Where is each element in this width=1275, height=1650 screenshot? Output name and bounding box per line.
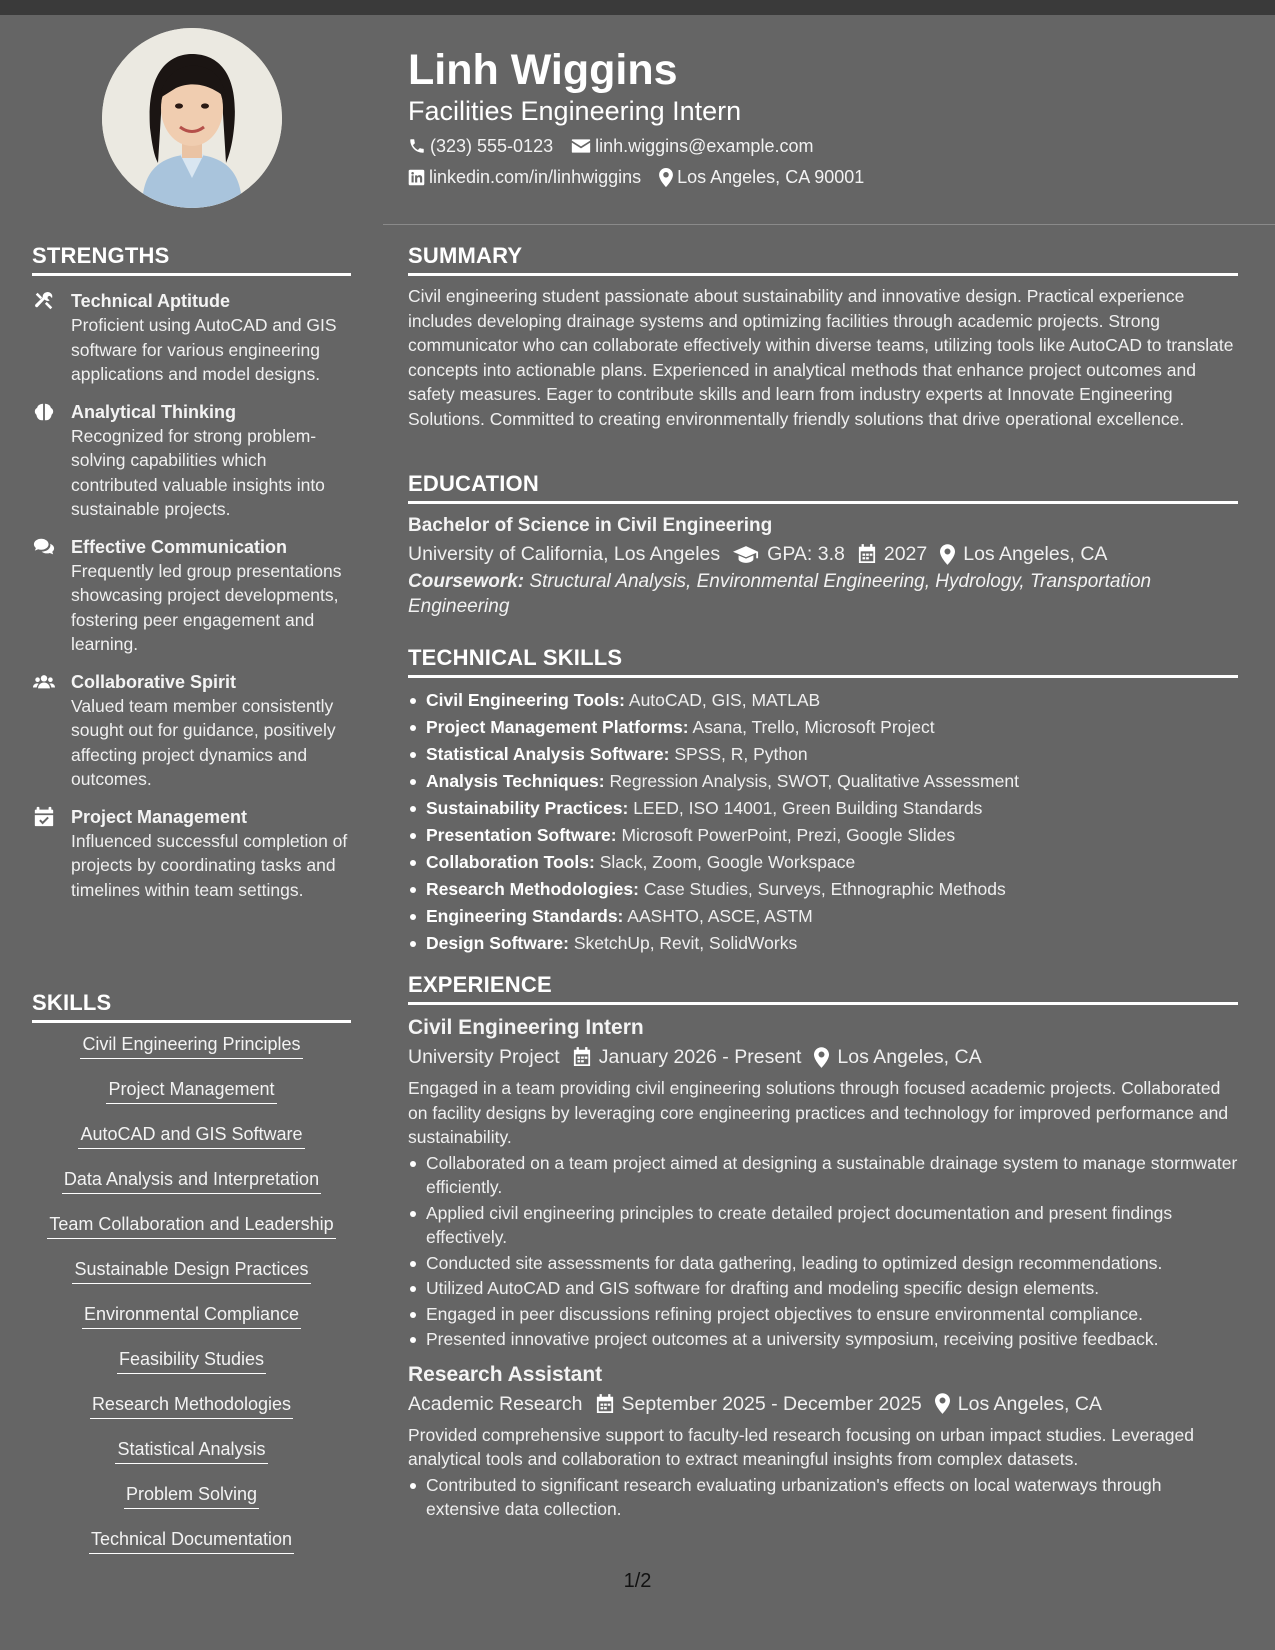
chat-icon bbox=[33, 536, 55, 558]
strength-desc: Frequently led group presentations showcasing project developments, fostering peer engagement and learning. bbox=[71, 560, 342, 654]
skill-value: Case Studies, Surveys, Ethnographic Methods bbox=[643, 879, 1006, 899]
education-location-text: Los Angeles, CA bbox=[963, 543, 1108, 565]
map-pin-icon bbox=[935, 1393, 950, 1414]
school-name: University of California, Los Angeles bbox=[408, 543, 721, 565]
skill-tag: Environmental Compliance bbox=[82, 1303, 301, 1329]
email-text: linh.wiggins@example.com bbox=[595, 136, 814, 156]
job-title: Civil Engineering Intern bbox=[408, 1016, 644, 1039]
job-description: Provided comprehensive support to faculty-led research focusing on urban impact studies. Leveraged analytical tools and collaboration to extract meaningful insights from complex datasets. bbox=[408, 1424, 1194, 1469]
job-entry bbox=[408, 1014, 1238, 1352]
coursework bbox=[408, 570, 1238, 619]
skill-tag: Team Collaboration and Leadership bbox=[47, 1213, 335, 1239]
job-title: Research Assistant bbox=[408, 1362, 603, 1386]
job-org: Academic Research bbox=[408, 1392, 583, 1415]
skill-tag: Problem Solving bbox=[124, 1483, 259, 1509]
skill-tag: Civil Engineering Principles bbox=[80, 1033, 302, 1059]
year-item bbox=[858, 539, 927, 569]
map-pin-icon bbox=[659, 168, 673, 187]
strength-desc: Recognized for strong problem-solving capabilities which contributed valuable insights into sustainable projects. bbox=[71, 425, 325, 519]
education-meta bbox=[408, 539, 1238, 569]
list-item: Applied civil engineering principles to create detailed project documentation and present findings effectively. bbox=[408, 1201, 1238, 1250]
candidate-name: Linh Wiggins bbox=[408, 46, 678, 94]
job-entry bbox=[408, 1361, 1238, 1522]
gpa-item bbox=[733, 539, 845, 569]
job-location-text: Los Angeles, CA bbox=[837, 1046, 982, 1068]
phone-icon bbox=[408, 137, 426, 155]
contact-row-1 bbox=[408, 134, 831, 158]
location-contact bbox=[659, 165, 864, 189]
skill-label: Analysis Techniques: bbox=[426, 771, 605, 791]
gpa-text: GPA: 3.8 bbox=[767, 543, 845, 565]
skill-label: Civil Engineering Tools: bbox=[426, 690, 625, 710]
year-text: 2027 bbox=[883, 543, 928, 565]
linkedin-text: linkedin.com/in/linhwiggins bbox=[429, 167, 642, 187]
list-item bbox=[408, 822, 1238, 849]
job-meta bbox=[408, 1389, 1238, 1419]
candidate-role: Facilities Engineering Intern bbox=[408, 96, 742, 126]
skill-tag: Technical Documentation bbox=[89, 1528, 294, 1554]
experience-heading: EXPERIENCE bbox=[408, 972, 1238, 1005]
skill-value: SPSS, R, Python bbox=[674, 744, 808, 764]
list-item: Engaged in peer discussions refining project objectives to ensure environmental compliance. bbox=[408, 1302, 1238, 1327]
experience-section bbox=[408, 972, 1238, 1522]
coursework-label: Coursework: bbox=[408, 571, 525, 592]
skill-label: Collaboration Tools: bbox=[426, 852, 595, 872]
summary-heading: SUMMARY bbox=[408, 243, 1238, 276]
job-location-text: Los Angeles, CA bbox=[957, 1392, 1102, 1415]
envelope-icon bbox=[571, 138, 591, 154]
strength-item bbox=[32, 535, 351, 657]
strength-item bbox=[32, 670, 351, 792]
skill-label: Engineering Standards: bbox=[426, 906, 624, 926]
tools-icon bbox=[33, 290, 55, 312]
job-dates bbox=[596, 1389, 922, 1419]
skill-label: Research Methodologies: bbox=[426, 879, 639, 899]
degree-title: Bachelor of Science in Civil Engineering bbox=[408, 515, 773, 536]
strength-title: Project Management bbox=[71, 806, 248, 827]
strength-title: Effective Communication bbox=[71, 536, 288, 557]
header-divider bbox=[383, 224, 1275, 225]
skill-label: Project Management Platforms: bbox=[426, 717, 689, 737]
list-item bbox=[408, 903, 1238, 930]
technical-skills-list bbox=[408, 687, 1238, 957]
skill-tag: Data Analysis and Interpretation bbox=[62, 1168, 321, 1194]
strength-title: Collaborative Spirit bbox=[71, 671, 237, 692]
list-item bbox=[408, 849, 1238, 876]
list-item: Conducted site assessments for data gathering, leading to optimized design recommendations. bbox=[408, 1251, 1238, 1276]
calendar-icon bbox=[596, 1394, 614, 1414]
job-location bbox=[935, 1389, 1102, 1419]
coursework-text: Structural Analysis, Environmental Engineering, Hydrology, Transportation Engineering bbox=[408, 571, 1152, 617]
list-item: Collaborated on a team project aimed at designing a sustainable drainage system to manage stormwater efficiently. bbox=[408, 1151, 1238, 1200]
job-description: Engaged in a team providing civil engineering solutions through focused academic projects. Collaborated on facility designs by leveraging core engineering practices and technology for improved performance and sustainability. bbox=[408, 1078, 1229, 1147]
list-item: Contributed to significant research evaluating urbanization's effects on local waterways through extensive data collection. bbox=[408, 1473, 1238, 1522]
brain-icon bbox=[33, 401, 55, 423]
technical-skills-section bbox=[408, 645, 1238, 957]
list-item bbox=[408, 795, 1238, 822]
skill-value: Slack, Zoom, Google Workspace bbox=[599, 852, 856, 872]
education-location bbox=[940, 539, 1107, 569]
job-bullets bbox=[408, 1473, 1238, 1522]
strength-item bbox=[32, 289, 351, 387]
strengths-heading: STRENGTHS bbox=[32, 243, 351, 276]
education-heading: EDUCATION bbox=[408, 471, 1238, 504]
strength-desc: Influenced successful completion of projects by coordinating tasks and timelines within team settings. bbox=[71, 830, 348, 900]
list-item bbox=[408, 876, 1238, 903]
skill-tag: Feasibility Studies bbox=[117, 1348, 266, 1374]
skill-label: Presentation Software: bbox=[426, 825, 617, 845]
strength-title: Technical Aptitude bbox=[71, 291, 231, 311]
phone-contact[interactable] bbox=[408, 134, 553, 158]
top-bar bbox=[0, 0, 1275, 15]
skill-label: Statistical Analysis Software: bbox=[426, 744, 670, 764]
skill-list bbox=[32, 1033, 351, 1554]
strength-item bbox=[32, 805, 351, 903]
list-item bbox=[408, 714, 1238, 741]
email-contact[interactable] bbox=[571, 134, 813, 158]
strength-desc: Proficient using AutoCAD and GIS software for various engineering applications and model designs. bbox=[71, 315, 337, 384]
list-item: Utilized AutoCAD and GIS software for drafting and modeling specific design elements. bbox=[408, 1276, 1238, 1301]
linkedin-icon bbox=[408, 169, 425, 186]
map-pin-icon bbox=[814, 1047, 829, 1068]
list-item bbox=[408, 741, 1238, 768]
page-number: 1/2 bbox=[623, 1570, 652, 1592]
job-dates-text: January 2026 - Present bbox=[598, 1046, 802, 1068]
graduation-cap-icon bbox=[733, 545, 759, 564]
profile-photo bbox=[102, 28, 282, 208]
job-org: University Project bbox=[408, 1046, 560, 1068]
skill-tag: Research Methodologies bbox=[90, 1393, 293, 1419]
list-item: Presented innovative project outcomes at a university symposium, receiving positive feedback. bbox=[408, 1327, 1238, 1352]
skill-tag: AutoCAD and GIS Software bbox=[78, 1123, 304, 1149]
skill-value: LEED, ISO 14001, Green Building Standards bbox=[633, 798, 983, 818]
calendar-check-icon bbox=[33, 806, 55, 828]
job-location bbox=[814, 1042, 981, 1072]
phone-text: (323) 555-0123 bbox=[430, 136, 554, 156]
skill-label: Design Software: bbox=[426, 933, 569, 953]
map-pin-icon bbox=[940, 544, 955, 565]
calendar-icon bbox=[573, 1047, 591, 1067]
list-item bbox=[408, 930, 1238, 957]
summary-text: Civil engineering student passionate about sustainability and innovative design. Practical experience includes developing drainage systems and optimizing facilities through academic projects. Strong communicator who can collaborate effectively within diverse teams, utilizing tools like AutoCAD to translate concepts into actionable plans. Experienced in analytical methods that enhance project outcomes and safety measures. Eager to contribute skills and learn from industry experts at Innovate Engineering Solutions. Committed to creating environmentally friendly solutions that drive operational excellence. bbox=[408, 286, 1234, 429]
linkedin-contact[interactable] bbox=[408, 165, 641, 189]
location-text: Los Angeles, CA 90001 bbox=[677, 167, 865, 187]
skill-value: Asana, Trello, Microsoft Project bbox=[692, 717, 935, 737]
skill-value: Microsoft PowerPoint, Prezi, Google Slides bbox=[621, 825, 956, 845]
job-bullets bbox=[408, 1151, 1238, 1352]
list-item bbox=[408, 687, 1238, 714]
job-dates bbox=[573, 1042, 802, 1072]
skill-tag: Statistical Analysis bbox=[115, 1438, 267, 1464]
skill-value: AutoCAD, GIS, MATLAB bbox=[628, 690, 821, 710]
summary-section bbox=[408, 243, 1238, 431]
list-item bbox=[408, 768, 1238, 795]
skill-tag: Project Management bbox=[106, 1078, 276, 1104]
skill-value: AASHTO, ASCE, ASTM bbox=[627, 906, 813, 926]
skills-heading: SKILLS bbox=[32, 990, 351, 1023]
job-meta bbox=[408, 1042, 1238, 1072]
education-section bbox=[408, 471, 1238, 619]
job-dates-text: September 2025 - December 2025 bbox=[621, 1392, 922, 1415]
skill-value: Regression Analysis, SWOT, Qualitative Assessment bbox=[609, 771, 1019, 791]
contact-row-2 bbox=[408, 165, 882, 189]
technical-skills-heading: TECHNICAL SKILLS bbox=[408, 645, 1238, 678]
strength-title: Analytical Thinking bbox=[71, 401, 237, 422]
skill-label: Sustainability Practices: bbox=[426, 798, 629, 818]
skills-section bbox=[32, 990, 351, 1573]
strengths-section bbox=[32, 243, 351, 902]
strength-desc: Valued team member consistently sought out for guidance, positively affecting project dynamics and outcomes. bbox=[71, 695, 336, 789]
strength-item bbox=[32, 400, 351, 522]
calendar-icon bbox=[858, 544, 876, 564]
users-icon bbox=[33, 671, 55, 693]
skill-value: SketchUp, Revit, SolidWorks bbox=[573, 933, 798, 953]
skill-tag: Sustainable Design Practices bbox=[72, 1258, 310, 1284]
